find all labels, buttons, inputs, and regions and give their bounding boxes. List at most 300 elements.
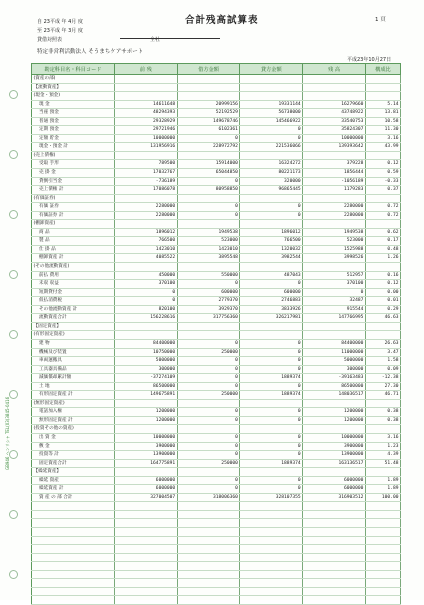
table-row bbox=[32, 442, 401, 451]
amount-cell: 35824307 bbox=[303, 126, 366, 135]
amount-cell bbox=[240, 527, 303, 536]
account-name-cell bbox=[32, 510, 115, 519]
account-name-cell: (有価証券) bbox=[32, 194, 115, 203]
amount-cell bbox=[240, 519, 303, 528]
table-row bbox=[32, 245, 401, 254]
amount-cell: 1949538 bbox=[177, 228, 240, 237]
table-row bbox=[32, 297, 401, 306]
amount-cell: 1.26 bbox=[365, 254, 400, 263]
amount-cell bbox=[177, 151, 240, 160]
table-body bbox=[32, 75, 401, 605]
amount-cell bbox=[365, 92, 400, 101]
amount-cell: 1200000 bbox=[114, 416, 177, 425]
amount-cell bbox=[240, 468, 303, 477]
amount-cell bbox=[365, 536, 400, 545]
table-row bbox=[32, 365, 401, 374]
amount-cell bbox=[303, 263, 366, 272]
amount-cell bbox=[240, 536, 303, 545]
account-name-cell: 投資等 計 bbox=[32, 451, 115, 460]
amount-cell: 46.71 bbox=[365, 391, 400, 400]
table-row bbox=[32, 425, 401, 434]
amount-cell: 3929370 bbox=[177, 305, 240, 314]
account-name-cell: 機械及び装置 bbox=[32, 348, 115, 357]
amount-cell bbox=[114, 331, 177, 340]
amount-cell bbox=[365, 151, 400, 160]
amount-cell bbox=[177, 536, 240, 545]
amount-cell bbox=[114, 553, 177, 562]
amount-cell bbox=[303, 75, 366, 84]
amount-cell: 317756360 bbox=[177, 314, 240, 323]
table-row bbox=[32, 399, 401, 408]
table-row bbox=[32, 596, 401, 605]
table-row bbox=[32, 476, 401, 485]
amount-cell: 1.58 bbox=[365, 357, 400, 366]
amount-cell: 13900000 bbox=[303, 451, 366, 460]
amount-cell: -1056189 bbox=[303, 177, 366, 186]
amount-cell bbox=[114, 570, 177, 579]
amount-cell: 2280000 bbox=[114, 203, 177, 212]
col-header-balance: 残 高 bbox=[303, 64, 366, 75]
table-row bbox=[32, 322, 401, 331]
amount-cell: 523000 bbox=[177, 237, 240, 246]
amount-cell bbox=[240, 570, 303, 579]
page-number: 1 頁 bbox=[375, 17, 386, 23]
table-row bbox=[32, 314, 401, 323]
amount-cell bbox=[114, 220, 177, 229]
amount-cell: 84400000 bbox=[303, 339, 366, 348]
amount-cell bbox=[365, 425, 400, 434]
account-name-cell: 土 地 bbox=[32, 382, 115, 391]
account-name-cell: (投資その他の資産) bbox=[32, 425, 115, 434]
amount-cell bbox=[365, 322, 400, 331]
amount-cell bbox=[365, 331, 400, 340]
table-row bbox=[32, 553, 401, 562]
amount-cell bbox=[114, 75, 177, 84]
account-name-cell: 固定資産合計 bbox=[32, 459, 115, 468]
table-row bbox=[32, 126, 401, 135]
amount-cell bbox=[114, 425, 177, 434]
amount-cell: 3998526 bbox=[303, 254, 366, 263]
amount-cell: 3.47 bbox=[365, 348, 400, 357]
table-row bbox=[32, 536, 401, 545]
account-name-cell: 工具器具備品 bbox=[32, 365, 115, 374]
amount-cell: -37274109 bbox=[114, 374, 177, 383]
amount-cell: 550000 bbox=[177, 271, 240, 280]
amount-cell bbox=[240, 502, 303, 511]
amount-cell: 1200000 bbox=[114, 408, 177, 417]
col-header-ratio: 構成比 bbox=[365, 64, 400, 75]
account-name-cell: 【流動資産】 bbox=[32, 83, 115, 92]
amount-cell: 0 bbox=[177, 442, 240, 451]
amount-cell: 915544 bbox=[303, 305, 366, 314]
amount-cell: 370100 bbox=[114, 280, 177, 289]
amount-cell: 1320032 bbox=[240, 245, 303, 254]
account-name-cell bbox=[32, 502, 115, 511]
amount-cell: 0.29 bbox=[365, 305, 400, 314]
table-row bbox=[32, 100, 401, 109]
amount-cell: 0.38 bbox=[365, 416, 400, 425]
amount-cell: 1889374 bbox=[240, 391, 303, 400]
account-name-cell: 減価償却累計額 bbox=[32, 374, 115, 383]
amount-cell: 11.30 bbox=[365, 126, 400, 135]
amount-cell: 86500000 bbox=[114, 382, 177, 391]
account-name-cell: 当座 預金 bbox=[32, 109, 115, 118]
amount-cell bbox=[177, 502, 240, 511]
account-name-cell: 建 物 bbox=[32, 339, 115, 348]
amount-cell: 3833926 bbox=[240, 305, 303, 314]
amount-cell: 29328929 bbox=[114, 117, 177, 126]
amount-cell: 250000 bbox=[177, 459, 240, 468]
amount-cell bbox=[177, 527, 240, 536]
amount-cell: 0 bbox=[240, 476, 303, 485]
amount-cell: 0.00 bbox=[365, 288, 400, 297]
account-name-cell: 有価 証券 bbox=[32, 203, 115, 212]
amount-cell bbox=[177, 220, 240, 229]
amount-cell bbox=[303, 502, 366, 511]
table-row bbox=[32, 493, 401, 502]
table-row bbox=[32, 220, 401, 229]
amount-cell: 1889374 bbox=[240, 459, 303, 468]
amount-cell: 2779370 bbox=[177, 297, 240, 306]
account-name-cell: 仮払消費税 bbox=[32, 297, 115, 306]
amount-cell: 379228 bbox=[303, 160, 366, 169]
amount-cell: 164775891 bbox=[114, 459, 177, 468]
amount-cell bbox=[177, 596, 240, 605]
amount-cell: 156228616 bbox=[114, 314, 177, 323]
amount-cell bbox=[114, 587, 177, 596]
amount-cell: 0 bbox=[240, 485, 303, 494]
amount-cell: 0 bbox=[240, 451, 303, 460]
amount-cell: 29721946 bbox=[114, 126, 177, 135]
table-row bbox=[32, 117, 401, 126]
amount-cell: 0 bbox=[240, 416, 303, 425]
amount-cell: -12.38 bbox=[365, 374, 400, 383]
amount-cell: 600000 bbox=[177, 288, 240, 297]
amount-cell bbox=[303, 553, 366, 562]
table-row bbox=[32, 416, 401, 425]
amount-cell bbox=[365, 553, 400, 562]
amount-cell bbox=[303, 527, 366, 536]
col-header-debit: 借方金額 bbox=[177, 64, 240, 75]
amount-cell: 370100 bbox=[303, 280, 366, 289]
account-name-cell: 出 資 金 bbox=[32, 433, 115, 442]
amount-cell: 0 bbox=[177, 382, 240, 391]
table-row bbox=[32, 203, 401, 212]
table-row bbox=[32, 570, 401, 579]
amount-cell: 84400000 bbox=[114, 339, 177, 348]
account-name-cell: (売上債権) bbox=[32, 151, 115, 160]
amount-cell bbox=[114, 545, 177, 554]
amount-cell: 0 bbox=[303, 288, 366, 297]
amount-cell: 10000000 bbox=[114, 134, 177, 143]
amount-cell: 327004507 bbox=[114, 493, 177, 502]
amount-cell: 11000000 bbox=[303, 348, 366, 357]
amount-cell: 148036517 bbox=[303, 391, 366, 400]
amount-cell bbox=[365, 587, 400, 596]
amount-cell: 0.62 bbox=[365, 228, 400, 237]
amount-cell: 0 bbox=[177, 365, 240, 374]
account-name-cell: 商 品 bbox=[32, 228, 115, 237]
report-scope: 全社 bbox=[150, 37, 161, 43]
amount-cell: 17086078 bbox=[114, 186, 177, 195]
amount-cell: 0 bbox=[177, 177, 240, 186]
amount-cell bbox=[303, 570, 366, 579]
amount-cell bbox=[365, 220, 400, 229]
amount-cell bbox=[240, 151, 303, 160]
amount-cell: 0 bbox=[177, 280, 240, 289]
account-name-cell bbox=[32, 596, 115, 605]
amount-cell: 139393642 bbox=[303, 143, 366, 152]
amount-cell: 43.99 bbox=[365, 143, 400, 152]
amount-cell bbox=[177, 425, 240, 434]
amount-cell: 14611648 bbox=[114, 100, 177, 109]
amount-cell: 149675891 bbox=[114, 391, 177, 400]
amount-cell: 5000000 bbox=[303, 357, 366, 366]
amount-cell bbox=[240, 75, 303, 84]
account-name-cell bbox=[32, 553, 115, 562]
amount-cell: -0.33 bbox=[365, 177, 400, 186]
account-name-cell: 現金・預金 計 bbox=[32, 143, 115, 152]
amount-cell: 0 bbox=[240, 339, 303, 348]
amount-cell bbox=[303, 562, 366, 571]
amount-cell: 523000 bbox=[303, 237, 366, 246]
amount-cell: 1423010 bbox=[114, 245, 177, 254]
table-row bbox=[32, 348, 401, 357]
account-name-cell: 無形固定資産 計 bbox=[32, 416, 115, 425]
amount-cell: 0 bbox=[240, 134, 303, 143]
account-name-cell: 未収 収益 bbox=[32, 280, 115, 289]
amount-cell bbox=[365, 519, 400, 528]
amount-cell bbox=[114, 468, 177, 477]
table-row bbox=[32, 83, 401, 92]
amount-cell: 96865445 bbox=[240, 186, 303, 195]
amount-cell bbox=[303, 468, 366, 477]
account-name-cell: 電話加入権 bbox=[32, 408, 115, 417]
amount-cell bbox=[303, 322, 366, 331]
amount-cell: 250000 bbox=[177, 391, 240, 400]
account-name-cell bbox=[32, 562, 115, 571]
amount-cell: 228972792 bbox=[177, 143, 240, 152]
account-name-cell: 定期 預金 bbox=[32, 126, 115, 135]
table-row bbox=[32, 109, 401, 118]
table-row bbox=[32, 502, 401, 511]
period-from: 自 23平成 年 4月 度 bbox=[37, 19, 83, 25]
table-header-row bbox=[32, 64, 401, 75]
amount-cell: 10000000 bbox=[114, 433, 177, 442]
table-row bbox=[32, 339, 401, 348]
amount-cell bbox=[240, 263, 303, 272]
amount-cell: 19331144 bbox=[240, 100, 303, 109]
amount-cell: 0.37 bbox=[365, 186, 400, 195]
table-row bbox=[32, 468, 401, 477]
amount-cell: 16324272 bbox=[240, 160, 303, 169]
amount-cell bbox=[177, 92, 240, 101]
amount-cell: 0 bbox=[240, 126, 303, 135]
amount-cell bbox=[240, 510, 303, 519]
amount-cell: 320000 bbox=[240, 177, 303, 186]
amount-cell: 0.01 bbox=[365, 297, 400, 306]
col-header-credit: 貸方金額 bbox=[240, 64, 303, 75]
amount-cell: 6000000 bbox=[114, 476, 177, 485]
amount-cell: 0 bbox=[240, 408, 303, 417]
amount-cell bbox=[114, 83, 177, 92]
account-name-cell: 仕 掛 品 bbox=[32, 245, 115, 254]
amount-cell: 26.63 bbox=[365, 339, 400, 348]
amount-cell bbox=[114, 151, 177, 160]
table-row bbox=[32, 382, 401, 391]
amount-cell: 3900000 bbox=[114, 442, 177, 451]
amount-cell bbox=[240, 220, 303, 229]
amount-cell: 2280000 bbox=[303, 203, 366, 212]
amount-cell: 0.72 bbox=[365, 211, 400, 220]
amount-cell bbox=[240, 596, 303, 605]
amount-cell: 1200000 bbox=[303, 416, 366, 425]
amount-cell bbox=[240, 579, 303, 588]
amount-cell bbox=[177, 570, 240, 579]
account-name-cell: 繰延 資産 bbox=[32, 476, 115, 485]
account-name-cell: 車両運搬具 bbox=[32, 357, 115, 366]
amount-cell: 221536066 bbox=[240, 143, 303, 152]
amount-cell bbox=[365, 562, 400, 571]
amount-cell: 10750000 bbox=[114, 348, 177, 357]
amount-cell: 0 bbox=[240, 348, 303, 357]
account-name-cell: 売 掛 金 bbox=[32, 169, 115, 178]
amount-cell bbox=[240, 83, 303, 92]
amount-cell bbox=[303, 399, 366, 408]
amount-cell bbox=[177, 553, 240, 562]
amount-cell bbox=[177, 75, 240, 84]
amount-cell bbox=[365, 468, 400, 477]
amount-cell: 0 bbox=[240, 211, 303, 220]
amount-cell bbox=[240, 545, 303, 554]
amount-cell bbox=[114, 579, 177, 588]
table-row bbox=[32, 331, 401, 340]
amount-cell: 0.17 bbox=[365, 237, 400, 246]
amount-cell: 80958850 bbox=[177, 186, 240, 195]
table-row bbox=[32, 510, 401, 519]
amount-cell: 17032767 bbox=[114, 169, 177, 178]
account-name-cell: (その他流動資産) bbox=[32, 263, 115, 272]
amount-cell: 6000000 bbox=[303, 485, 366, 494]
amount-cell: 0.59 bbox=[365, 169, 400, 178]
amount-cell: 3900000 bbox=[303, 442, 366, 451]
account-name-cell: 資 産 の 部 合計 bbox=[32, 493, 115, 502]
amount-cell: 15914000 bbox=[177, 160, 240, 169]
table-row bbox=[32, 92, 401, 101]
amount-cell: 0 bbox=[114, 297, 177, 306]
amount-cell: 0.09 bbox=[365, 365, 400, 374]
amount-cell: 100.00 bbox=[365, 493, 400, 502]
amount-cell: 300000 bbox=[303, 365, 366, 374]
account-name-cell: (無形固定資産) bbox=[32, 399, 115, 408]
amount-cell: 1423010 bbox=[177, 245, 240, 254]
amount-cell: 5000000 bbox=[114, 357, 177, 366]
amount-cell: 250000 bbox=[177, 348, 240, 357]
amount-cell: 13.81 bbox=[365, 109, 400, 118]
amount-cell bbox=[114, 596, 177, 605]
amount-cell bbox=[177, 194, 240, 203]
amount-cell: 3895548 bbox=[177, 254, 240, 263]
amount-cell: 0 bbox=[177, 433, 240, 442]
account-name-cell: 受取 手形 bbox=[32, 160, 115, 169]
amount-cell: 600000 bbox=[240, 288, 303, 297]
account-name-cell: 流動資産合計 bbox=[32, 314, 115, 323]
amount-cell: 1949538 bbox=[303, 228, 366, 237]
amount-cell: 450000 bbox=[114, 271, 177, 280]
table-row bbox=[32, 263, 401, 272]
amount-cell: 820100 bbox=[114, 305, 177, 314]
account-name-cell: 棚卸資産 計 bbox=[32, 254, 115, 263]
amount-cell: 0 bbox=[177, 203, 240, 212]
col-header-prev-balance: 前 残 bbox=[114, 64, 177, 75]
amount-cell: 300000 bbox=[114, 365, 177, 374]
account-name-cell bbox=[32, 587, 115, 596]
amount-cell bbox=[114, 263, 177, 272]
amount-cell: 0 bbox=[240, 382, 303, 391]
table-row bbox=[32, 194, 401, 203]
amount-cell bbox=[303, 519, 366, 528]
amount-cell: 1.23 bbox=[365, 442, 400, 451]
account-name-cell: (棚卸資産) bbox=[32, 220, 115, 229]
amount-cell bbox=[365, 510, 400, 519]
account-name-cell: 有価証券 計 bbox=[32, 211, 115, 220]
amount-cell: 163136517 bbox=[303, 459, 366, 468]
amount-cell bbox=[365, 399, 400, 408]
amount-cell bbox=[177, 579, 240, 588]
amount-cell: 0 bbox=[177, 416, 240, 425]
amount-cell: 6000000 bbox=[114, 485, 177, 494]
amount-cell: 0 bbox=[177, 374, 240, 383]
amount-cell bbox=[303, 545, 366, 554]
table-row bbox=[32, 288, 401, 297]
table-row bbox=[32, 75, 401, 84]
amount-cell bbox=[114, 502, 177, 511]
amount-cell: 80221173 bbox=[240, 169, 303, 178]
amount-cell bbox=[177, 263, 240, 272]
amount-cell bbox=[303, 331, 366, 340]
amount-cell: 3.16 bbox=[365, 134, 400, 143]
amount-cell: 1889374 bbox=[240, 374, 303, 383]
amount-cell bbox=[365, 263, 400, 272]
amount-cell bbox=[114, 562, 177, 571]
amount-cell: 789500 bbox=[114, 160, 177, 169]
amount-cell bbox=[177, 562, 240, 571]
amount-cell: 2280000 bbox=[114, 211, 177, 220]
amount-cell bbox=[303, 536, 366, 545]
amount-cell: 27.30 bbox=[365, 382, 400, 391]
amount-cell bbox=[177, 331, 240, 340]
amount-cell: 13900000 bbox=[114, 451, 177, 460]
amount-cell bbox=[240, 322, 303, 331]
account-name-cell: 定額 貯金 bbox=[32, 134, 115, 143]
amount-cell bbox=[177, 587, 240, 596]
amount-cell: 318006360 bbox=[177, 493, 240, 502]
amount-cell: 0.48 bbox=[365, 245, 400, 254]
amount-cell: 86500000 bbox=[303, 382, 366, 391]
amount-cell: 0 bbox=[177, 134, 240, 143]
table-row bbox=[32, 408, 401, 417]
amount-cell: 512957 bbox=[303, 271, 366, 280]
amount-cell bbox=[177, 322, 240, 331]
amount-cell bbox=[365, 502, 400, 511]
account-name-cell: (資産の部) bbox=[32, 75, 115, 84]
amount-cell: 32487 bbox=[303, 297, 366, 306]
amount-cell: 3982544 bbox=[240, 254, 303, 263]
account-name-cell bbox=[32, 579, 115, 588]
account-name-cell: その他流動資産 計 bbox=[32, 305, 115, 314]
amount-cell bbox=[114, 510, 177, 519]
amount-cell: -736189 bbox=[114, 177, 177, 186]
